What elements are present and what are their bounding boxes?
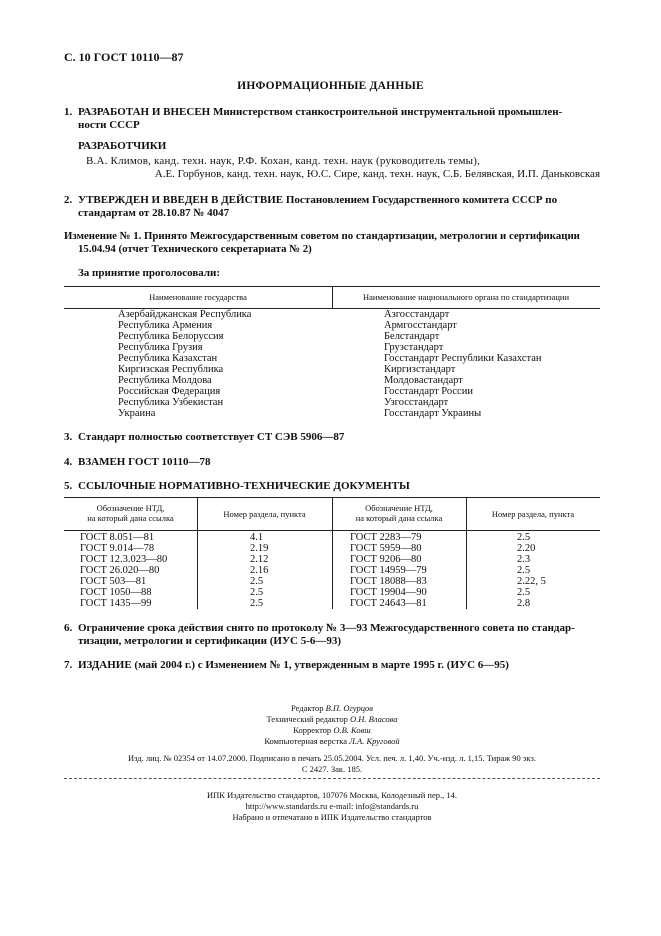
ref-ntd-cell: ГОСТ 24643—81 [350,598,427,609]
voting-state-cell: Украина [118,408,156,419]
voting-state-cell: Республика Молдова [118,375,212,386]
voting-body-cell: Узгосстандарт [384,397,449,408]
amendment [64,230,600,256]
voting-header-state: Наименование государства [149,292,247,302]
voting-state-cell: Российская Федерация [118,386,221,397]
section-1-line1: РАЗРАБОТАН И ВНЕСЕН Министерством станкостроительной инструментальной промышлен- [78,106,563,118]
section-1 [64,106,600,132]
ref-ntd-cell: ГОСТ 1050—88 [80,587,152,598]
section-5-number: 5. [64,480,73,492]
ref-section-cell: 2.5 [517,587,531,598]
section-3 [64,431,600,444]
credit-line [64,725,600,736]
ref-section-cell: 2.8 [517,598,531,609]
voting-body-cell: Белстандарт [384,331,440,342]
ref-section-cell: 2.5 [250,576,264,587]
voting-state-cell: Республика Армения [118,320,213,331]
section-6-line1: Ограничение срока действия снято по протоколу № 3—93 Межгосударственного совета по стандар- [78,622,575,634]
separator-rule [64,778,600,779]
section-7 [64,659,600,672]
ref-ntd-cell: ГОСТ 19904—90 [350,587,427,598]
voting-body-cell: Молдовастандарт [384,375,463,386]
voting-body-cell: Киргизстандарт [384,364,456,375]
credit-role: Технический редактор [266,714,348,724]
voting-state-cell: Киргизская Республика [118,364,224,375]
ref-section-cell: 2.5 [250,598,264,609]
ref-ntd-cell: ГОСТ 9.014—78 [80,543,155,554]
credit-line [64,703,600,714]
ref-ntd-cell: ГОСТ 18088—83 [350,576,427,587]
section-6-number: 6. [64,622,73,634]
section-7-text: ИЗДАНИЕ (май 2004 г.) с Изменением № 1, утвержденным в марте 1995 г. (ИУС 6—95) [78,659,509,671]
ref-section-cell: 2.5 [517,565,531,576]
section-7-number: 7. [64,659,73,671]
page-header: С. 10 ГОСТ 10110—87 [64,50,184,64]
ref-ntd-cell: ГОСТ 12.3.023—80 [80,554,168,565]
credit-role: Корректор [293,725,332,735]
section-4-number: 4. [64,456,73,468]
section-3-text: Стандарт полностью соответствует СТ СЭВ 5906—87 [78,431,345,443]
credit-name: Л.А. Круговой [349,736,400,746]
ref-header-ntd-left-line2: на который дана ссылка [87,513,174,523]
voting-header-body: Наименование национального органа по стандартизации [362,292,570,302]
voting-body-cell: Азгосстандарт [384,309,450,320]
ref-section-cell: 2.12 [250,554,269,565]
voting-body-cell: Грузстандарт [384,342,444,353]
publisher-line1: ИПК Издательство стандартов, 107076 Москва, Колодезный пер., 14. [207,790,457,800]
section-4-text: ВЗАМЕН ГОСТ 10110—78 [78,456,211,468]
ref-section-cell: 2.5 [250,587,264,598]
voting-state-cell: Республика Узбекистан [118,397,224,408]
credit-role: Редактор [291,703,324,713]
ref-ntd-cell: ГОСТ 26.020—80 [80,565,160,576]
section-4 [64,456,600,469]
developers-line1: В.А. Климов, канд. техн. наук, Р.Ф. Кохан, канд. техн. наук (руководитель темы), [86,155,481,167]
ref-header-ntd-left [64,503,197,523]
imprint-line1: Изд. лиц. № 02354 от 14.07.2000. Подписано в печать 25.05.2004. Усл. печ. л. 1,40. Уч.-изд. л. 1,15. Тираж 90 экз. [127,753,537,763]
credit-role: Компьютерная верстка [264,736,348,746]
ref-header-section-right: Номер раздела, пункта [491,509,575,519]
voting-body-cell: Госстандарт Республики Казахстан [384,353,542,364]
voting-state-cell: Республика Белоруссия [118,331,224,342]
section-6-line2: тизации, метрологии и сертификации (ИУС 5-6—93) [78,635,342,647]
section-5-text: ССЫЛОЧНЫЕ НОРМАТИВНО-ТЕХНИЧЕСКИЕ ДОКУМЕНТЫ [78,480,410,492]
credit-name: О.В. Ковш [333,725,371,735]
imprint-line2: С 2427. Зак. 185. [301,764,363,774]
voting-state-cell: Республика Грузия [118,342,203,353]
ref-header-ntd-right [332,503,466,523]
ref-header-ntd-right-line1: Обозначение НТД, [365,503,433,513]
amendment-line2: 15.04.94 (отчет Технического секретариата № 2) [78,243,312,255]
publisher-line2: http://www.standards.ru e-mail: info@standards.ru [245,801,419,811]
voting-body-cell: Армгосстандарт [384,320,457,331]
credit-name: О.Н. Власова [349,714,398,724]
amendment-line1: Изменение № 1. Принято Межгосударственным советом по стандартизации, метрологии и сертификации [64,230,580,242]
section-2-line1: УТВЕРЖДЕН И ВВЕДЕН В ДЕЙСТВИЕ Постановлением Государственного комитета СССР по [78,194,558,206]
ref-ntd-cell: ГОСТ 5959—80 [350,543,422,554]
section-2 [64,194,600,220]
voted-label: За принятие проголосовали: [78,267,221,279]
ref-header-ntd-right-line2: на который дана ссылка [355,513,443,523]
ref-section-cell: 2.5 [517,532,531,543]
developers-line2: А.Е. Горбунов, канд. техн. наук, Ю.С. Сире, канд. техн. наук, С.Б. Белявская, И.П. Даньковская [154,168,600,180]
ref-ntd-cell: ГОСТ 8.051—81 [80,532,155,543]
section-6 [64,622,600,648]
ref-ntd-cell: ГОСТ 14959—79 [350,565,427,576]
voting-body-cell: Госстандарт России [384,386,473,397]
ref-header-section-left: Номер раздела, пункта [223,509,306,519]
ref-section-cell: 4.1 [250,532,264,543]
ref-section-cell: 2.3 [517,554,531,565]
ref-ntd-cell: ГОСТ 2283—79 [350,532,422,543]
ref-header-ntd-left-line1: Обозначение НТД, [96,503,165,513]
developers-title: РАЗРАБОТЧИКИ [78,140,167,152]
section-1-number: 1. [64,106,73,118]
credit-name: В.П. Огурцов [325,703,373,713]
ref-ntd-cell: ГОСТ 503—81 [80,576,147,587]
voting-state-cell: Азербайджанская Республика [118,309,252,320]
ref-section-cell: 2.22, 5 [517,576,546,587]
credit-line [64,714,600,725]
section-5 [64,480,600,493]
ref-section-cell: 2.20 [517,543,536,554]
ref-ntd-cell: ГОСТ 1435—99 [80,598,152,609]
voting-body-cell: Госстандарт Украины [384,408,482,419]
credit-line [64,736,600,747]
section-2-line2: стандартам от 28.10.87 № 4047 [78,207,230,219]
ref-section-cell: 2.19 [250,543,269,554]
voting-state-cell: Республика Казахстан [118,353,218,364]
section-3-number: 3. [64,431,73,443]
ref-ntd-cell: ГОСТ 9206—80 [350,554,422,565]
ref-section-cell: 2.16 [250,565,269,576]
section-2-number: 2. [64,194,73,206]
page-title: ИНФОРМАЦИОННЫЕ ДАННЫЕ [237,80,424,92]
section-1-line2: ности СССР [78,119,140,131]
publisher-line3: Набрано и отпечатано в ИПК Издательство стандартов [232,812,432,822]
